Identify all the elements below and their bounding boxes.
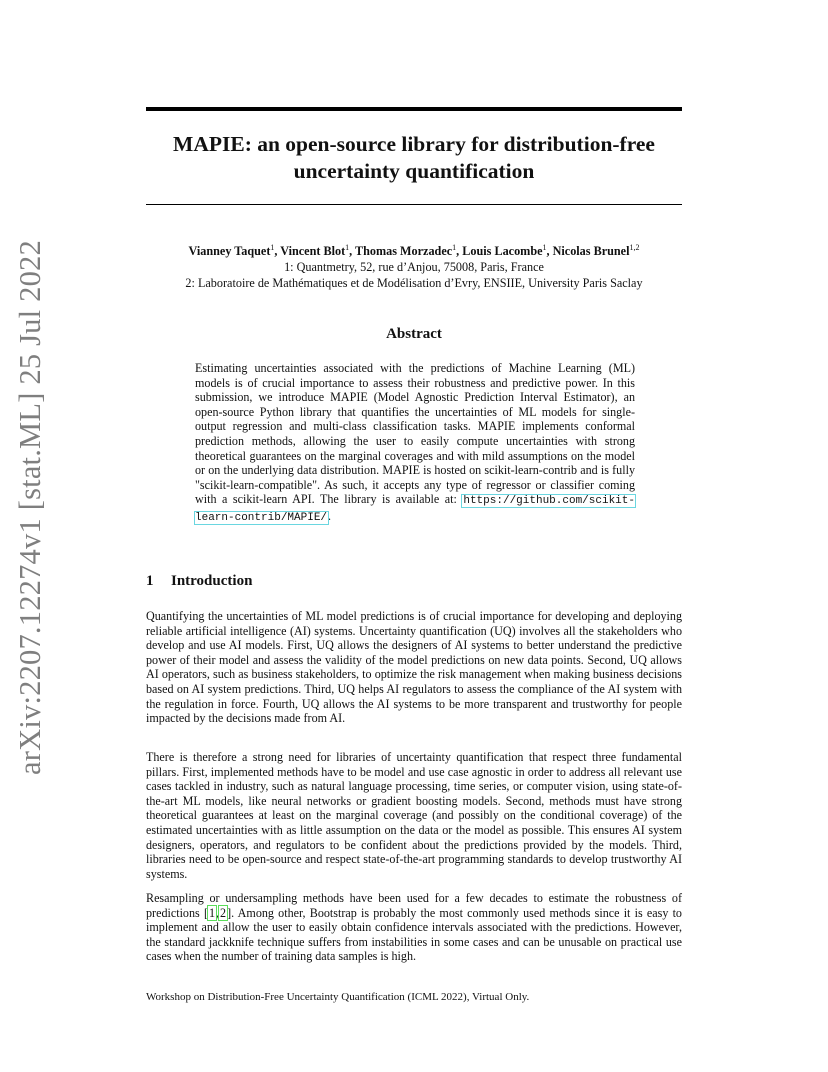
abstract-end: . [328, 508, 332, 523]
paragraph-text: ]. Among other, Bootstrap is probably the most commonly used methods since it is easy to implement and allow the user to easily obtain confidence intervals associated with the predictions. However, the standard jackknife technique suffers from instabilities in some cases and can be unusable on practical use cases when the number of training data samples is high. [146, 905, 682, 964]
abstract-body [195, 361, 635, 526]
affiliation-2: 2: Laboratoire de Mathématiques et de Modélisation d’Evry, ENSIIE, University Paris Saclay [185, 276, 643, 290]
intro-paragraph-2: There is therefore a strong need for libraries of uncertainty quantification that respect three fundamental pillars. First, implemented methods have to be model and use case agnostic in order to address all relevant use cases tackled in industry, such as natural language processing, time series, or computer vision, using state-of-the-art ML models, like neural networks or gradient boosting models. Second, methods must have strong theoretical guarantees at least on the marginal coverage (and possibly on the conditional coverage) of the estimated uncertainties with as little assumption on the data or the model as possible. This ensures AI system designers, operators, and regulators to be confident about the predictions provided by the models. Third, libraries need to be open-source and respect state-of-the-art programming standards to develop trustworthy AI systems. [146, 750, 682, 881]
section-heading [146, 573, 252, 590]
intro-paragraph-1: Quantifying the uncertainties of ML model predictions is of crucial importance for developing and deploying reliable artificial intelligence (AI) systems. Uncertainty quantification (UQ) involves all the stakeholders who develop and use AI models. First, UQ allows the designers of AI systems to better understand the predictive power of their model and assess the validity of the model predictions on new data points. Second, UQ allows AI operators, such as business stakeholders, to optimize the risk management when making business decisions based on AI system predictions. Third, UQ helps AI regulators to assess the compliance of the AI system with the regulation in force. Fourth, UQ allows the AI systems to be more transparent and trustworthy for people impacted by the decisions made from AI. [146, 609, 682, 726]
author-name: Vincent Blot [280, 244, 346, 258]
title-bottom-rule [146, 204, 682, 205]
citation-link[interactable]: 1 [208, 905, 216, 920]
affiliation-1: 1: Quantmetry, 52, rue d’Anjou, 75008, Paris, France [284, 260, 544, 274]
author-name: Louis Lacombe [462, 244, 543, 258]
footnote: Workshop on Distribution-Free Uncertainty Quantification (ICML 2022), Virtual Only. [146, 991, 530, 1003]
citation-separator: , [216, 905, 220, 920]
arxiv-stamp: arXiv:2207.12274v1 [stat.ML] 25 Jul 2022 [13, 240, 47, 775]
abstract-heading: Abstract [386, 326, 442, 342]
author-affiliation-mark: 1 [345, 243, 350, 252]
title-line-1: MAPIE: an open-source library for distribution-free [173, 132, 655, 156]
author-affiliation-mark: 1,2 [629, 243, 640, 252]
citation-link[interactable]: 2 [220, 905, 227, 920]
author-affiliation-mark: 1 [452, 243, 457, 252]
title-top-rule [146, 107, 682, 111]
author-affiliation-mark: 1 [270, 243, 275, 252]
author-block [146, 240, 682, 291]
author-name: Thomas Morzadec [355, 244, 453, 258]
author-name: Nicolas Brunel [552, 244, 630, 258]
github-link[interactable]: https://github.com/scikit-learn-contrib/MAPIE/ [195, 495, 635, 524]
author-affiliation-mark: 1 [542, 243, 547, 252]
author-names: Vianney Taquet$^1$, Vincent Blot$^1$, Thomas Morzadec$^1$, Louis Lacombe$^1$, Nicolas Brunel$^{1,2}$ [188, 243, 640, 258]
title-line-2: uncertainty quantification [293, 159, 535, 183]
section-number: 1 [146, 573, 154, 589]
intro-paragraph-3 [146, 891, 682, 964]
paper-title [146, 131, 682, 185]
abstract-text: Estimating uncertainties associated with the predictions of Machine Learning (ML) models is of crucial importance to assess their robustness and predictive power. In this submission, we introduce MAPIE (Model Agnostic Prediction Interval Estimator), an open-source Python library that quantifies the uncertainties of ML models for single-output regression and multi-class classification tasks. MAPIE implements conformal prediction methods, allowing the user to easily compute uncertainties with strong theoretical guarantees on the marginal coverages and with mild assumptions on the model or on the underlying data distribution. MAPIE is hosted on scikit-learn-contrib and is fully "scikit-learn-compatible". As such, it accepts any type of regressor or classifier coming with a scikit-learn API. The library is available at: [195, 361, 635, 507]
author-name: Vianney Taquet [188, 244, 271, 258]
section-title: Introduction [171, 573, 253, 589]
paragraph-text: Resampling or undersampling methods have been used for a few decades to estimate the robustness of predictions [ [146, 891, 682, 920]
